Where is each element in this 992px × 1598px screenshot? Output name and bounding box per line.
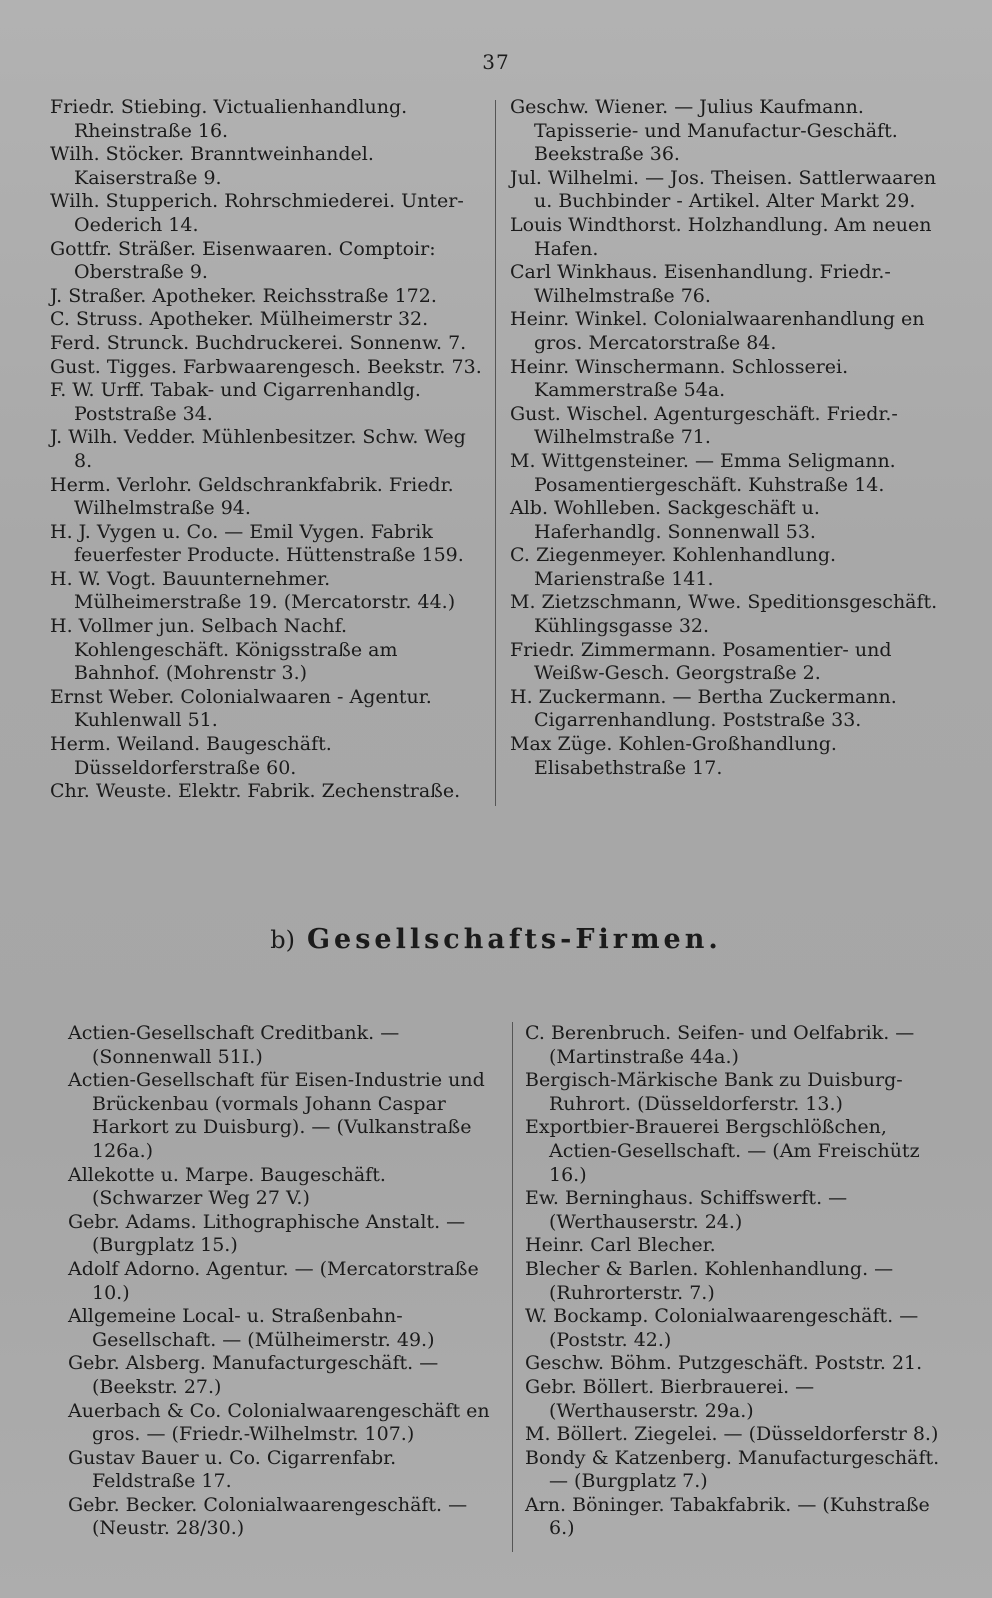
directory-entry: Herm. Verlohr. Geldschrankfabrik. Friedr. Wilhelmstraße 94.: [50, 473, 454, 520]
directory-entry: C. Ziegenmeyer. Kohlenhandlung. Marienstraße 141.: [510, 544, 837, 590]
section-title: Gesellschafts-Firmen.: [306, 924, 722, 955]
directory-entry: H. J. Vygen u. Co. — Emil Vygen. Fabrik feuerfester Producte. Hüttenstraße 159.: [50, 520, 464, 567]
directory-entry: Jul. Wilhelmi. — Jos. Theisen. Sattlerwaaren u. Buchbinder - Artikel. Alter Markt 29.: [510, 166, 937, 213]
directory-entry: Actien-Gesellschaft Creditbank. — (Sonnenwall 51I.): [68, 1022, 400, 1068]
directory-entry: Allekotte u. Marpe. Baugeschäft. (Schwarzer Weg 27 V.): [68, 1163, 386, 1210]
directory-entry: Adolf Adorno. Agentur. — (Mercatorstraße 10.): [68, 1257, 479, 1304]
directory-entry: H. Zuckermann. — Bertha Zuckermann. Cigarrenhandlung. Poststraße 33.: [510, 685, 897, 732]
directory-entry: Gust. Tigges. Farbwaarengesch. Beekstr. 73.: [50, 355, 482, 378]
directory-entry: Wilh. Stupperich. Rohrschmiederei. Unter-Oederich 14.: [50, 190, 464, 236]
directory-entry: Ferd. Strunck. Buchdruckerei. Sonnenw. 7.: [50, 331, 467, 354]
directory-entry: Geschw. Böhm. Putzgeschäft. Poststr. 21.: [525, 1352, 923, 1375]
directory-entry: Chr. Weuste. Elektr. Fabrik. Zechenstraße.: [50, 780, 461, 803]
directory-entry: Heinr. Carl Blecher.: [525, 1234, 716, 1257]
directory-entry: Heinr. Winkel. Colonialwaarenhandlung en gros. Mercatorstraße 84.: [510, 308, 925, 354]
directory-entry: F. W. Urff. Tabak- und Cigarrenhandlg. Poststraße 34.: [50, 379, 421, 425]
directory-entry: Ernst Weber. Colonialwaaren - Agentur. Kuhlenwall 51.: [50, 685, 432, 732]
column-divider: [512, 1022, 513, 1552]
directory-entry: Gebr. Böllert. Bierbrauerei. — (Werthauserstr. 29a.): [525, 1375, 815, 1422]
directory-entry: Wilh. Stöcker. Branntweinhandel. Kaiserstraße 9.: [50, 143, 374, 189]
directory-entry: C. Struss. Apotheker. Mülheimerstr 32.: [50, 308, 429, 331]
section-letter: b): [270, 926, 295, 954]
section-b-left-column: [68, 1022, 500, 1541]
directory-entry: J. Straßer. Apotheker. Reichsstraße 172.: [50, 284, 437, 307]
directory-entry: Actien-Gesellschaft für Eisen-Industrie und Brückenbau (vormals Johann Caspar Harkort zu Duisburg). — (Vulkanstraße 126a.): [68, 1069, 485, 1162]
directory-entry: Gust. Wischel. Agenturgeschäft. Friedr.-Wilhelmstraße 71.: [510, 402, 898, 449]
directory-entry: Auerbach & Co. Colonialwaarengeschäft en gros. — (Friedr.-Wilhelmstr. 107.): [68, 1399, 490, 1446]
directory-entry: Gebr. Adams. Lithographische Anstalt. — (Burgplatz 15.): [68, 1210, 466, 1257]
directory-entry: Allgemeine Local- u. Straßenbahn-Gesellschaft. — (Mülheimerstr. 49.): [68, 1305, 435, 1351]
directory-entry: W. Bockamp. Colonialwaarengeschäft. — (Poststr. 42.): [525, 1305, 919, 1351]
column-divider: [495, 100, 496, 806]
section-a-left-column: [50, 96, 482, 804]
directory-entry: M. Wittgensteiner. — Emma Seligmann. Posamentiergeschäft. Kuhstraße 14.: [510, 449, 896, 496]
directory-entry: Gebr. Becker. Colonialwaarengeschäft. — (Neustr. 28/30.): [68, 1493, 468, 1540]
directory-entry: Friedr. Stiebing. Victualienhandlung. Rheinstraße 16.: [50, 96, 408, 142]
directory-entry: Herm. Weiland. Baugeschäft. Düsseldorferstraße 60.: [50, 733, 332, 779]
section-heading: [0, 924, 992, 955]
directory-entry: Heinr. Winschermann. Schlosserei. Kammerstraße 54a.: [510, 355, 849, 402]
directory-entry: H. W. Vogt. Bauunternehmer. Mülheimerstraße 19. (Mercatorstr. 44.): [50, 567, 456, 614]
section-b-right-column: [525, 1022, 955, 1541]
directory-entry: Bondy & Katzenberg. Manufacturgeschäft. — (Burgplatz 7.): [525, 1446, 940, 1493]
directory-entry: Carl Winkhaus. Eisenhandlung. Friedr.-Wilhelmstraße 76.: [510, 261, 891, 307]
directory-entry: Ew. Berninghaus. Schiffswerft. — (Werthauserstr. 24.): [525, 1187, 848, 1233]
directory-entry: Blecher & Barlen. Kohlenhandlung. — (Ruhrorterstr. 7.): [525, 1257, 894, 1304]
directory-entry: Friedr. Zimmermann. Posamentier- und Weißw-Gesch. Georgstraße 2.: [510, 638, 892, 685]
directory-entry: Alb. Wohlleben. Sackgeschäft u. Haferhandlg. Sonnenwall 53.: [510, 497, 820, 543]
directory-entry: M. Zietzschmann, Wwe. Speditionsgeschäft. Kühlingsgasse 32.: [510, 591, 938, 638]
directory-entry: Louis Windthorst. Holzhandlung. Am neuen Hafen.: [510, 213, 932, 260]
directory-entry: C. Berenbruch. Seifen- und Oelfabrik. — (Martinstraße 44a.): [525, 1022, 915, 1068]
directory-entry: Gustav Bauer u. Co. Cigarrenfabr. Feldstraße 17.: [68, 1446, 397, 1493]
directory-entry: Bergisch-Märkische Bank zu Duisburg-Ruhrort. (Düsseldorferstr. 13.): [525, 1069, 903, 1115]
directory-entry: Gottfr. Sträßer. Eisenwaaren. Comptoir: Oberstraße 9.: [50, 237, 436, 284]
directory-entry: Geschw. Wiener. — Julius Kaufmann. Tapisserie- und Manufactur-Geschäft. Beekstraße 36.: [510, 96, 898, 166]
directory-entry: H. Vollmer jun. Selbach Nachf. Kohlengeschäft. Königsstraße am Bahnhof. (Mohrenstr 3.): [50, 615, 398, 685]
section-a-right-column: [510, 96, 950, 780]
directory-entry: J. Wilh. Vedder. Mühlenbesitzer. Schw. Weg 8.: [50, 426, 466, 472]
directory-entry: M. Böllert. Ziegelei. — (Düsseldorferstr 8.): [525, 1423, 939, 1446]
directory-entry: Exportbier-Brauerei Bergschlößchen, Actien-Gesellschaft. — (Am Freischütz 16.): [525, 1116, 920, 1186]
directory-entry: Arn. Böninger. Tabakfabrik. — (Kuhstraße 6.): [525, 1493, 930, 1540]
directory-entry: Max Züge. Kohlen-Großhandlung. Elisabethstraße 17.: [510, 733, 837, 779]
page-number: 37: [482, 50, 510, 74]
directory-entry: Gebr. Alsberg. Manufacturgeschäft. — (Beekstr. 27.): [68, 1352, 439, 1398]
